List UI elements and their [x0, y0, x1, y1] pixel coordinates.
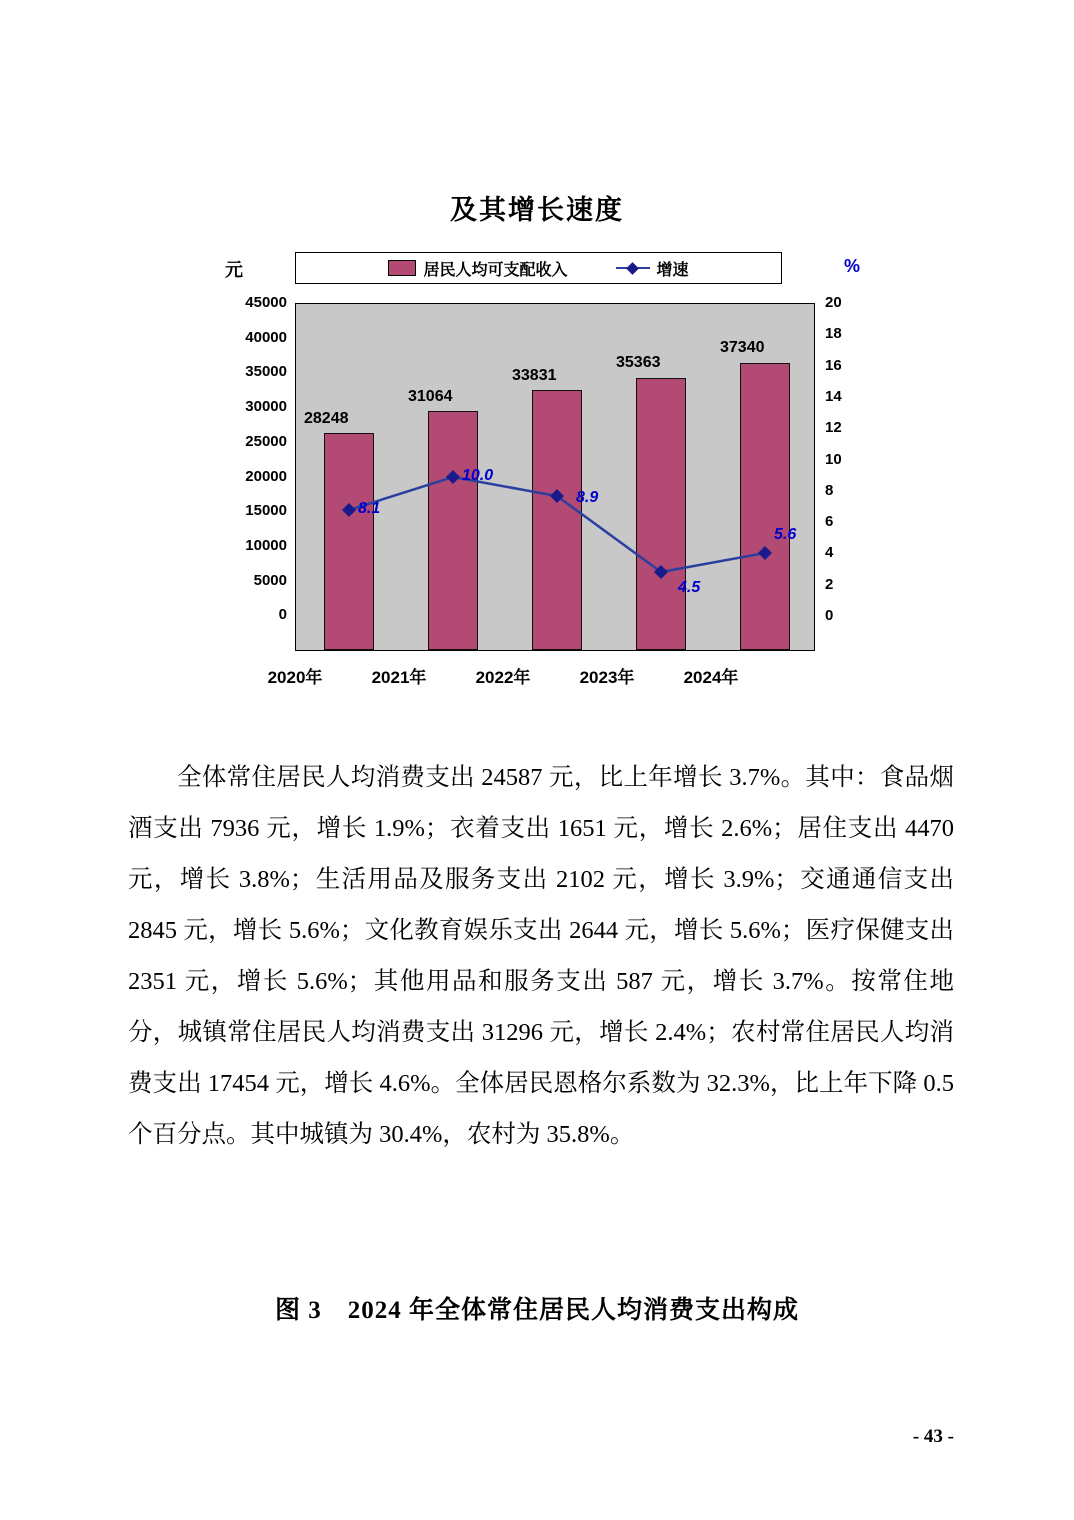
legend-swatch-icon: [388, 260, 416, 276]
plot-canvas: [295, 303, 815, 651]
ytick-left-3: 30000: [245, 398, 287, 416]
ytick-left-2: 35000: [245, 363, 287, 381]
point-label-2021: 10.0: [462, 467, 494, 484]
legend-line-marker-icon: [616, 267, 650, 269]
ytick-right-5: 10: [825, 450, 842, 468]
left-axis-unit: 元: [225, 260, 243, 280]
xtick-2020: 2020年: [267, 668, 323, 687]
legend-item-income: [388, 257, 567, 280]
legend-label-growth: 增速: [656, 261, 689, 279]
ytick-right-6: 8: [825, 481, 834, 499]
growth-line-series: [296, 304, 814, 650]
ytick-left-9: 0: [278, 606, 287, 624]
chart-legend: [295, 252, 782, 284]
page-number: - 43 -: [912, 1426, 954, 1447]
bar-label-2021: 31064: [408, 388, 453, 405]
xtick-2021: 2021年: [371, 668, 427, 687]
ytick-right-1: 18: [825, 325, 842, 343]
bar-label-2024: 37340: [720, 339, 765, 356]
ytick-left-8: 5000: [253, 571, 287, 589]
xtick-2023: 2023年: [579, 668, 635, 687]
right-axis-unit: %: [843, 256, 860, 276]
point-label-2022: 8.9: [576, 489, 599, 506]
point-label-2024: 5.6: [774, 526, 797, 543]
point-label-2023: 4.5: [678, 579, 701, 596]
bar-label-2022: 33831: [512, 367, 557, 384]
chart-title: 及其增长速度: [450, 195, 624, 225]
ytick-left-6: 15000: [245, 502, 287, 520]
ytick-right-9: 2: [825, 575, 834, 593]
bar-label-2020: 28248: [304, 410, 349, 427]
ytick-left-1: 40000: [245, 328, 287, 346]
ytick-left-5: 20000: [245, 467, 287, 485]
ytick-right-7: 6: [825, 513, 834, 531]
ytick-left-0: 45000: [245, 294, 287, 311]
bar-label-2023: 35363: [616, 354, 661, 371]
figure-caption: 图 3 2024 年全体常住居民人均消费支出构成: [274, 1297, 799, 1324]
xtick-2022: 2022年: [475, 668, 531, 687]
chart-figure: [225, 248, 860, 708]
ytick-right-4: 12: [825, 419, 842, 437]
ytick-right-2: 16: [825, 356, 842, 374]
legend-item-growth: [616, 257, 689, 280]
ytick-right-3: 14: [825, 387, 842, 405]
point-label-2020: 8.1: [358, 500, 381, 517]
ytick-left-7: 10000: [245, 536, 287, 554]
legend-label-income: 居民人均可支配收入: [423, 261, 568, 279]
body-paragraph: 全体常住居民人均消费支出 24587 元，比上年增长 3.7%。其中：食品烟酒支出 7936 元，增长 1.9%；衣着支出 1651 元，增长 2.6%；居住支出 4470 元，增长 3.8%；生活用品及服务支出 2102 元，增长 3.9%；交通通信支出 2845 元，增长 5.6%；文化教育娱乐支出 2644 元，增长 5.6%；医疗保健支出 2351 元，增长 5.6%；其他用品和服务支出 587 元，增长 3.7%。按常住地分，城镇常住居民人均消费支出 31296 元，增长 2.4%；农村常住居民人均消费支出 17454 元，增长 4.6%。全体居民恩格尔系数为 32.3%，比上年下降 0.5 个百分点。其中城镇为 30.4%，农村为 35.8%。: [128, 764, 954, 1148]
ytick-right-10: 0: [825, 607, 834, 624]
plot-area: [225, 294, 850, 687]
ytick-left-4: 25000: [245, 432, 287, 450]
xtick-2024: 2024年: [683, 668, 739, 687]
ytick-right-8: 4: [825, 544, 834, 562]
ytick-right-0: 20: [825, 294, 842, 311]
